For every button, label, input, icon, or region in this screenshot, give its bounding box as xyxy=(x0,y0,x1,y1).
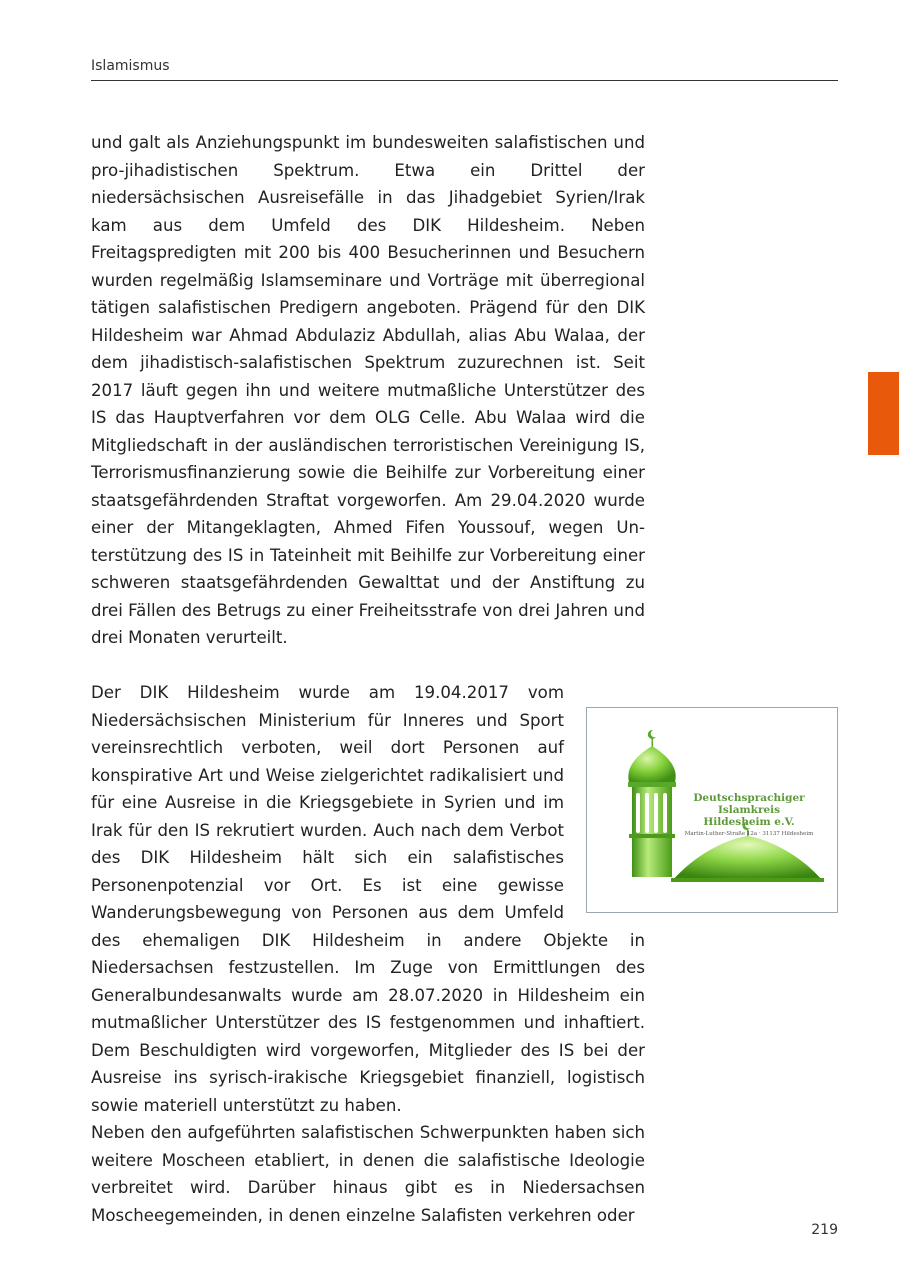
running-header-title: Islamismus xyxy=(91,58,170,74)
logo-name-line-1: Deutschsprachiger Islamkreis xyxy=(693,792,805,816)
paragraph-3-text: Neben den aufgeführten salafistischen Schwerpunkten haben sich weitere Moscheen etabliert, in denen die salafistische Ideologie verbreitet wird. Darüber hinaus gibt es in Niedersachsen Moscheegemeinden, in denen einzelne Salafisten verkehren oder xyxy=(91,1123,645,1225)
logo-name-line-2: Hildesheim e.V. xyxy=(703,816,795,828)
logo-address: Martin-Luther-Straße 12a · 31137 Hildesheim xyxy=(684,831,814,837)
paragraph-2 xyxy=(91,679,814,1229)
body-text xyxy=(91,129,814,1229)
page-number: 219 xyxy=(811,1222,838,1238)
chapter-tab-marker xyxy=(868,372,899,455)
header-divider xyxy=(91,80,838,81)
paragraph-1: und galt als Anziehungspunkt im bundesweiten salafistischen und pro-jihadistischen Spektrum. Etwa ein Drittel der niedersächsischen Ausreisefälle in das Jihadgebiet Syrien/Irak kam aus dem Umfeld des DIK Hildesheim. Neben Freitagspredigten mit 200 bis 400 Besucherinnen und Besuchern wurden regelmäßig Islamseminare und Vorträge mit überregional tätigen salafistischen Predigern angeboten. Prägend für den DIK Hildesheim war Ahmad Abdulaziz Abdullah, alias Abu Walaa, der dem jihadistisch-salafistischen Spektrum zuzurechnen ist. Seit 2017 läuft gegen ihn und weitere mutmaßliche Unterstützer des IS das Hauptverfahren vor dem OLG Celle. Abu Walaa wird die Mitgliedschaft in der ausländischen terroristischen Vereinigung IS, Terrorismusfinanzierung sowie die Beihilfe zur Vorbereitung einer staatsgefährdenden Straftat vorgeworfen. Am 29.04.2020 wurde einer der Mitangeklagten, Ahmed Fifen Youssouf, wegen Unterstützung des IS in Tateinheit mit Beihilfe zur Vorbereitung einer schweren staatsgefährdenden Gewalttat und der Anstiftung zu drei Fällen des Betrugs zu einer Freiheitsstrafe von drei Jahren und drei Monaten verurteilt. xyxy=(91,133,645,647)
paragraph-2-text: Der DIK Hildesheim wurde am 19.04.2017 vom Niedersächsischen Ministerium für Inneres und Sport vereinsrechtlich verboten, weil dort Personen auf konspirative Art und Weise zielgerichtet radikalisiert und für eine Ausreise in die Kriegsgebiete in Syrien und im Irak für den IS rekrutiert wurden. Auch nach dem Verbot des DIK Hildesheim hält sich ein salafistisches Personenpotenzial vor Ort. Es ist eine gewisse Wanderungsbewegung von Personen aus dem Umfeld des ehemaligen DIK Hildesheim in andere Objekte in Niedersachsen festzustellen. Im Zuge von Ermittlungen des Generalbundesanwalts wurde am 28.07.2020 in Hildesheim ein mutmaßlicher Unterstützer des IS festgenommen und inhaftiert. Dem Beschuldigten wird vorgeworfen, Mitglieder des IS bei der Ausreise ins syrisch-irakische Kriegsgebiet finanziell, logistisch sowie materiell unterstützt zu haben. xyxy=(91,683,645,1115)
logo-text-block xyxy=(669,792,829,838)
dik-logo-figure xyxy=(586,707,838,913)
